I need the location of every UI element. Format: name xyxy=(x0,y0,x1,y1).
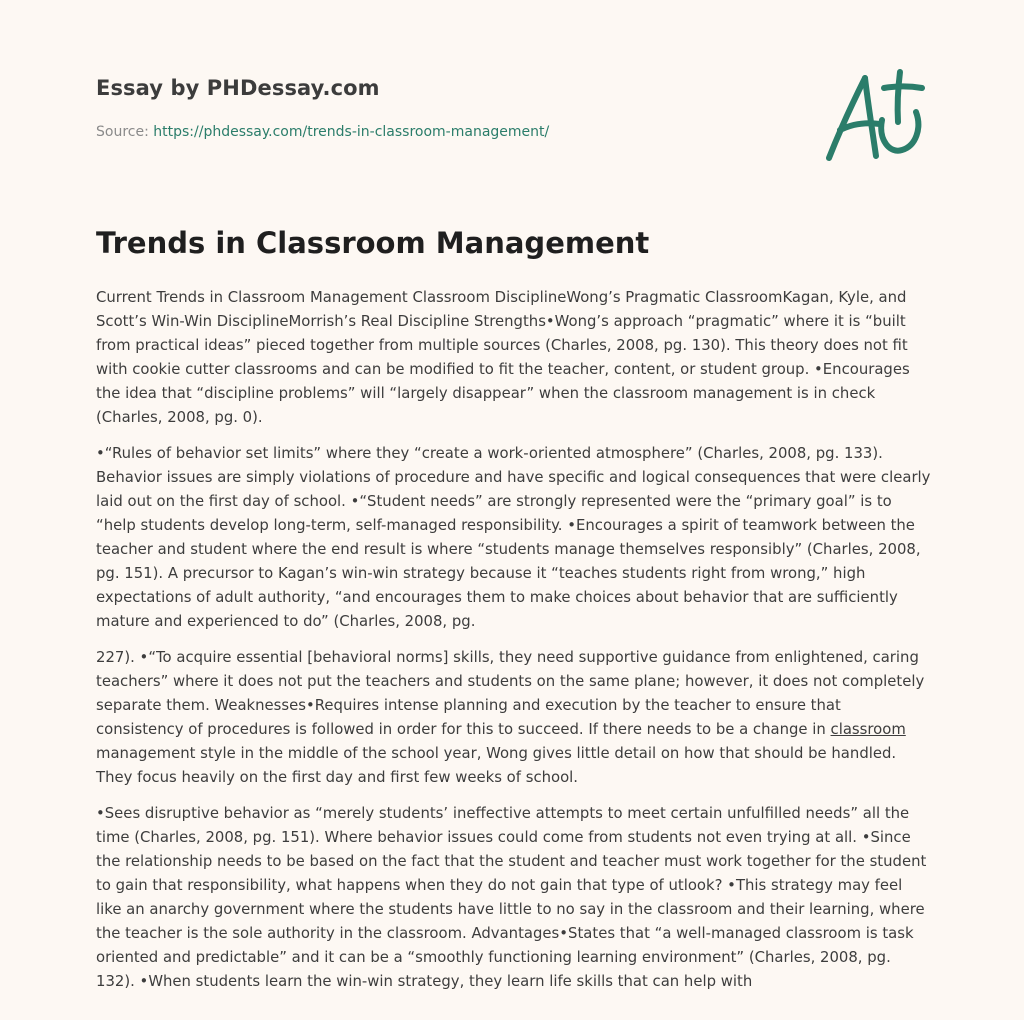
source-link[interactable]: https://phdessay.com/trends-in-classroom-management/ xyxy=(153,124,550,140)
classroom-link[interactable]: classroom xyxy=(830,720,906,738)
paragraph: •“Rules of behavior set limits” where they “create a work-oriented atmosphere” (Charles, 2008, pg. 133). Behavior issues are simply violations of procedure and have specific and logical consequences that were clearly laid out on the first day of school. •“Student needs” are strongly represented were the “primary goal” is to “help students develop long-term, self-managed responsibility. •Encourages a spirit of teamwork between the teacher and student where the end result is where “students manage themselves responsibly” (Charles, 2008, pg. 151). A precursor to Kagan’s win-win strategy because it “teaches students right from wrong,” high expectations of adult authority, “and encourages them to make choices about behavior that are sufficiently mature and experienced to do” (Charles, 2008, pg. xyxy=(96,444,931,630)
paragraph xyxy=(96,645,932,789)
paragraph: •Sees disruptive behavior as “merely students’ ineffective attempts to meet certain unfulfilled needs” all the time (Charles, 2008, pg. 151). Where behavior issues could come from students not even trying at all. •Since the relationship needs to be based on the fact that the student and teacher must work together for the student to gain that responsibility, what happens when they do not gain that type of utlook? •This strategy may feel like an anarchy government where the students have little to no say in the classroom and their learning, where the teacher is the sole authority in the classroom. Advantages•States that “a well-managed classroom is task oriented and predictable” and it can be a “smoothly functioning learning environment” (Charles, 2008, pg. 132). •When students learn the win-win strategy, they learn life skills that can help with xyxy=(96,804,927,990)
source-line xyxy=(96,124,549,140)
paragraph-text: management style in the middle of the school year, Wong gives little detail on how that should be handled. They focus heavily on the first day and first few weeks of school. xyxy=(96,744,897,786)
article-body xyxy=(96,285,932,1005)
a-plus-logo-icon xyxy=(818,64,934,170)
article-title: Trends in Classroom Management xyxy=(96,226,650,260)
source-label: Source: xyxy=(96,124,149,140)
paragraph-text: 227). •“To acquire essential [behavioral norms] skills, they need supportive guidance from enlightened, caring teachers” where it does not put the teachers and students on the same plane; however, it does not completely separate them. Weaknesses•Requires intense planning and execution by the teacher to ensure that consistency of procedures is followed in order for this to succeed. If there needs to be a change in xyxy=(96,648,925,738)
site-brand: Essay by PHDessay.com xyxy=(96,76,380,100)
paragraph: Current Trends in Classroom Management Classroom DisciplineWong’s Pragmatic ClassroomKagan, Kyle, and Scott’s Win-Win DisciplineMorrish’s Real Discipline Strengths•Wong’s approach “pragmatic” where it is “built from practical ideas” pieced together from multiple sources (Charles, 2008, pg. 130). This theory does not fit with cookie cutter classrooms and can be modified to fit the teacher, content, or student group. •Encourages the idea that “discipline problems” will “largely disappear” when the classroom management is in check (Charles, 2008, pg. 0). xyxy=(96,288,910,426)
